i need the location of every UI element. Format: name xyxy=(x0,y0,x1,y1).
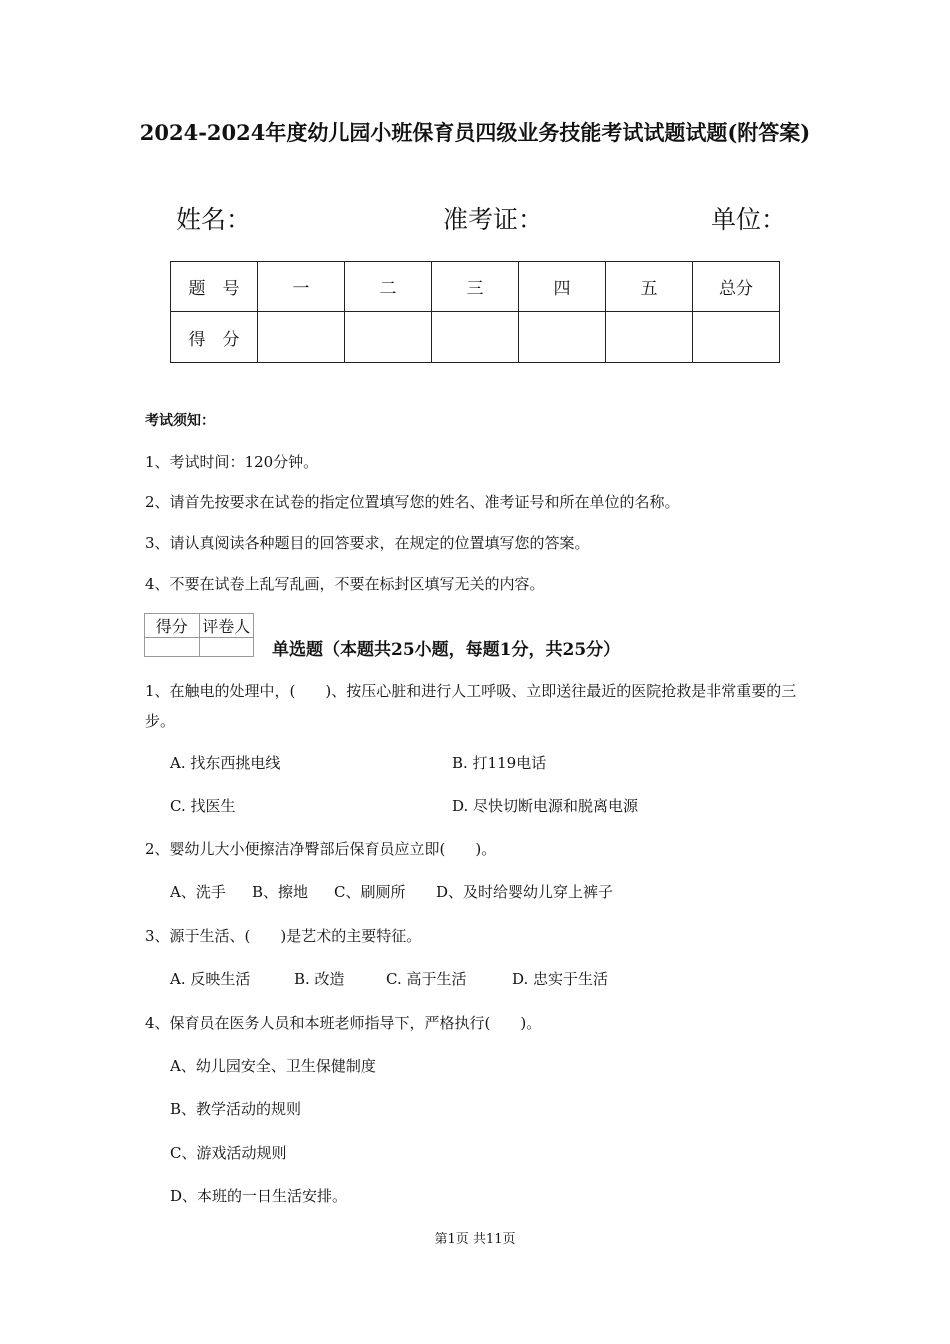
grader-box xyxy=(144,613,254,657)
score-input-cell[interactable] xyxy=(519,312,606,363)
answer-option[interactable]: D、及时给婴幼儿穿上裤子 xyxy=(436,883,614,901)
answer-option[interactable]: B、教学活动的规则 xyxy=(170,1100,302,1118)
answer-option[interactable]: D. 尽快切断电源和脱离电源 xyxy=(452,797,639,815)
notice-item: 2、请首先按要求在试卷的指定位置填写您的姓名、准考证号和所在单位的名称。 xyxy=(145,493,680,511)
score-header-cell: 四 xyxy=(519,262,606,312)
score-table xyxy=(170,261,780,363)
score-header-cell: 一 xyxy=(258,262,345,312)
answer-option[interactable]: A. 反映生活 xyxy=(170,970,251,988)
answer-option[interactable]: B、擦地 xyxy=(252,883,309,901)
answer-option[interactable]: C. 高于生活 xyxy=(386,970,467,988)
grader-score-label: 得分 xyxy=(145,614,200,638)
document-title: 2024-2024年度幼儿园小班保育员四级业务技能考试试题试题(附答案) xyxy=(139,120,811,145)
notice-heading: 考试须知： xyxy=(145,413,215,429)
score-header-cell: 五 xyxy=(606,262,693,312)
unit-field-label: 单位： xyxy=(711,205,787,234)
name-field-label: 姓名： xyxy=(176,205,252,234)
answer-option[interactable]: B. 打119电话 xyxy=(452,754,547,772)
answer-option[interactable]: D、本班的一日生活安排。 xyxy=(170,1187,348,1205)
question-text: 2、婴幼儿大小便擦洁净臀部后保育员应立即( )。 xyxy=(145,840,497,858)
score-header-cell: 题 号 xyxy=(171,262,258,312)
answer-option[interactable]: C、游戏活动规则 xyxy=(170,1144,287,1162)
answer-option[interactable]: C、刷厕所 xyxy=(334,883,406,901)
answer-option[interactable]: A. 找东西挑电线 xyxy=(170,754,281,772)
score-input-cell[interactable] xyxy=(345,312,432,363)
grader-reviewer-label: 评卷人 xyxy=(199,614,254,638)
notice-item: 3、请认真阅读各种题目的回答要求，在规定的位置填写您的答案。 xyxy=(145,534,590,552)
question-text: 1、在触电的处理中，( )、按压心脏和进行人工呼吸、立即送往最近的医院抢救是非常重要的三步。 xyxy=(145,682,797,730)
answer-option[interactable]: D. 忠实于生活 xyxy=(512,970,609,988)
notice-item: 1、考试时间：120分钟。 xyxy=(145,453,319,471)
section-title: 单选题（本题共25小题，每题1分，共25分） xyxy=(272,640,621,660)
score-header-cell: 总分 xyxy=(693,262,780,312)
score-header-cell: 三 xyxy=(432,262,519,312)
score-table-header-row xyxy=(171,262,780,312)
answer-option[interactable]: B. 改造 xyxy=(294,970,345,988)
score-header-cell: 二 xyxy=(345,262,432,312)
question-text: 3、源于生活、( )是艺术的主要特征。 xyxy=(145,927,422,945)
grader-score-cell[interactable] xyxy=(145,638,200,657)
grader-reviewer-cell[interactable] xyxy=(199,638,254,657)
notice-item: 4、不要在试卷上乱写乱画，不要在标封区填写无关的内容。 xyxy=(145,575,545,593)
score-input-cell[interactable] xyxy=(258,312,345,363)
score-table-score-row xyxy=(171,312,780,363)
exam-number-field-label: 准考证： xyxy=(443,205,544,234)
answer-option[interactable]: A、幼儿园安全、卫生保健制度 xyxy=(170,1057,376,1075)
question-text: 4、保育员在医务人员和本班老师指导下，严格执行( )。 xyxy=(145,1014,542,1032)
score-input-cell[interactable] xyxy=(432,312,519,363)
answer-option[interactable]: A、洗手 xyxy=(170,883,226,901)
score-input-cell[interactable] xyxy=(606,312,693,363)
score-row-label: 得 分 xyxy=(171,312,258,363)
answer-option[interactable]: C. 找医生 xyxy=(170,797,236,815)
page-footer: 第1页 共11页 xyxy=(434,1232,516,1247)
score-input-cell[interactable] xyxy=(693,312,780,363)
